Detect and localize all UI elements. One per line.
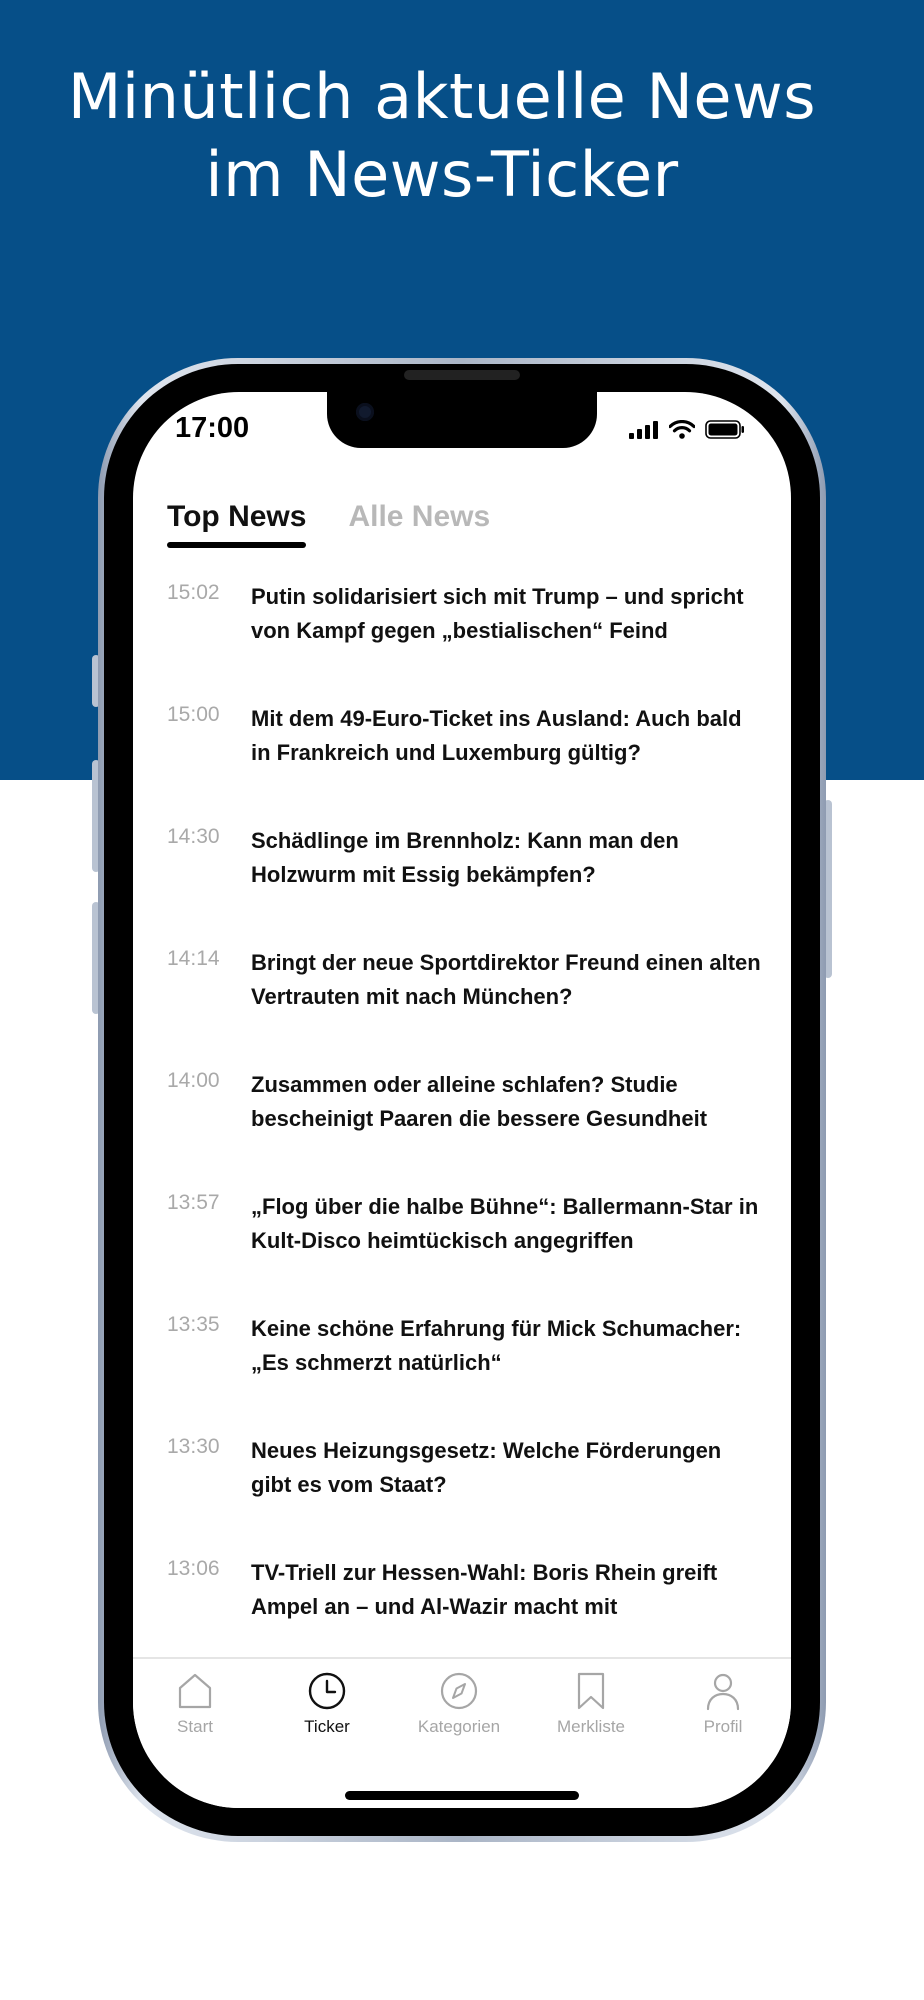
news-time: 13:30 xyxy=(167,1435,220,1458)
news-time: 14:14 xyxy=(167,947,220,970)
news-time: 13:35 xyxy=(167,1313,220,1336)
home-indicator[interactable] xyxy=(345,1791,579,1800)
news-item[interactable] xyxy=(167,1068,767,1190)
promo-headline xyxy=(0,58,884,214)
tabbar-item-ticker[interactable] xyxy=(267,1671,387,1737)
news-title: TV-Triell zur Hessen-Wahl: Boris Rhein greift Ampel an – und Al-Wazir macht mit xyxy=(251,1560,718,1619)
news-title: „Flog über die halbe Bühne“: Ballermann-Star in Kult-Disco heimtückisch angegriffen xyxy=(251,1194,759,1253)
tabbar-label: Profil xyxy=(703,1717,743,1736)
wifi-icon xyxy=(669,420,695,439)
bottom-tab-bar xyxy=(133,1657,791,1808)
news-item[interactable] xyxy=(167,824,767,946)
news-item[interactable] xyxy=(167,946,767,1068)
news-title: Neues Heizungsgesetz: Welche Förderungen gibt es vom Staat? xyxy=(251,1438,722,1497)
front-camera xyxy=(356,403,374,421)
earpiece-speaker xyxy=(404,370,520,380)
news-time: 14:00 xyxy=(167,1069,220,1092)
news-time: 15:02 xyxy=(167,581,220,604)
news-item[interactable] xyxy=(167,1434,767,1556)
news-tabs xyxy=(167,500,490,544)
tabbar-label: Start xyxy=(177,1717,213,1736)
news-time: 15:00 xyxy=(167,703,220,726)
news-time: 14:30 xyxy=(167,825,220,848)
news-item[interactable] xyxy=(167,1190,767,1312)
headline-line-2: im News-Ticker xyxy=(205,138,679,211)
headline-line-1: Minütlich aktuelle News xyxy=(67,60,817,133)
bookmark-icon xyxy=(573,1671,609,1711)
news-item[interactable] xyxy=(167,1312,767,1434)
tabbar-item-profil[interactable] xyxy=(663,1671,783,1737)
news-title: Putin solidarisiert sich mit Trump – und spricht von Kampf gegen „bestialischen“ Feind xyxy=(251,584,744,643)
tabbar-label: Merkliste xyxy=(556,1717,625,1736)
tabbar-label: Kategorien xyxy=(417,1717,501,1736)
news-title: Keine schöne Erfahrung für Mick Schumacher: „Es schmerzt natürlich“ xyxy=(251,1316,742,1375)
notch xyxy=(327,392,597,448)
tab-top-news[interactable]: Top News xyxy=(167,500,306,544)
tabbar-label: Ticker xyxy=(304,1717,350,1736)
news-title: Mit dem 49-Euro-Ticket ins Ausland: Auch bald in Frankreich und Luxemburg gültig? xyxy=(251,706,742,765)
phone-screen xyxy=(133,392,791,1808)
battery-icon xyxy=(705,420,745,439)
status-icons xyxy=(629,420,745,439)
news-time: 13:06 xyxy=(167,1557,220,1580)
news-ticker-list xyxy=(167,580,767,1678)
tabbar-item-merkliste[interactable] xyxy=(531,1671,651,1737)
tab-alle-news[interactable]: Alle News xyxy=(348,500,491,533)
signal-icon xyxy=(629,421,659,439)
news-title: Schädlinge im Brennholz: Kann man den Holzwurm mit Essig bekämpfen? xyxy=(251,828,679,887)
compass-icon xyxy=(439,1671,479,1711)
news-time: 13:57 xyxy=(167,1191,220,1214)
person-icon xyxy=(704,1671,742,1711)
news-title: Zusammen oder alleine schlafen? Studie bescheinigt Paaren die bessere Gesundheit xyxy=(251,1072,708,1131)
home-icon xyxy=(176,1671,214,1711)
tabbar-item-start[interactable] xyxy=(135,1671,255,1737)
news-title: Bringt der neue Sportdirektor Freund einen alten Vertrauten mit nach München? xyxy=(251,950,761,1009)
news-item[interactable] xyxy=(167,580,767,702)
news-item[interactable] xyxy=(167,702,767,824)
status-time: 17:00 xyxy=(175,412,250,444)
tabbar-item-kategorien[interactable] xyxy=(399,1671,519,1737)
clock-icon xyxy=(307,1671,347,1711)
